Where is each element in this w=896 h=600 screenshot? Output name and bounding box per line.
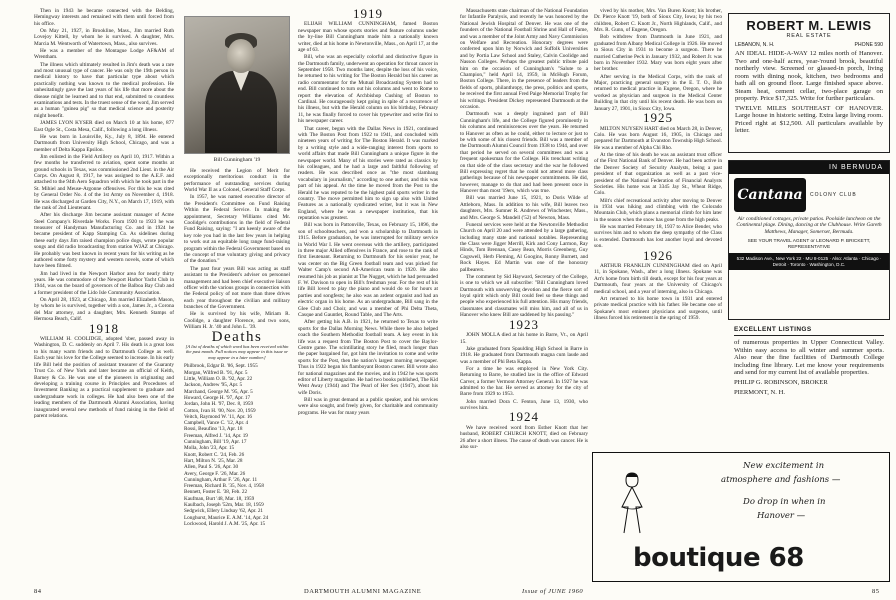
death-entry: Little, William O. B. '92, Apr. 22 [184,376,253,383]
ad-lewis-contact [735,42,883,48]
paragraph: John married Dora C. Fenton, June 13, 1930, who survives him. [460,398,588,411]
ad-excellent-text: of numerous properties in Upper Connecticut Valley. Within easy access to all winter and summer sports. Also near the fine facilities of Dartmouth College including fine library. Let me know your requirements and send for my current list of available properties. [734,339,884,377]
paragraph: After serving in the Medical Corps, with the rank of Major, practicing general surgery in the E. T. O., Bob returned to medical practice in Eugene, Oregon, where he worked as physician and surgeon in the Medical Center Building in that city until his recent death. He was born on January 27, 1901, in Sioux City, Iowa. [594,73,722,112]
paragraph: Bill, who was an especially colorful and distinctive figure in the Dartmouth family, underwent an operation for throat cancer in September 1958. Two months later, despite the loss of his voice, he returned to his writing for The Boston Herald but his career as radio commentator for the Mutual Broadcasting System had to end. Bill continued to turn out his columns and went to Rome to report the elevation of Archbishop Cushing of Boston to Cardinal. He courageously kept going in spite of a recurrence of his illness, but with the Herald column on his birthday, February 11, he was finally forced to cover his typewriter and write fini to his newspaper career. [298,54,438,125]
death-entry: Lockwood, Harold J. A.M. '25, Apr. 15 [184,520,266,527]
death-entry: Jordan, John H. '97, Dec. 8, 1959 [184,401,254,408]
paragraph: vived by his mother, Mrs. Van Buren Knott; his brother, Dr. Pierce Knott '19, both of Sioux City, Iowa; by his two children, Robert C. Knott Jr., North Highlands, Calif., and Mrs. R. Gunn, of Eugene, Oregon. [594,8,722,34]
paragraph: Jim enlisted in the Field Artillery on April 10, 1917. Within a few months he transferred to aviation, spent some months at ground schools in Texas, was commissioned 2nd Lieut. in the Air Corps. On August 8, 1917, he was assigned to the A.E.F. and attached to the 94th Aero Squadron with which he took part in the St. Mihiel and Meuse-Argonne offensives. For this he was cited by General Order No. 4 of the 1st Army on November 4, 1918. He was discharged at Garden City, N.Y., on March 17, 1919, with the rank of 2nd Lieutenant. [34,153,174,211]
portrait-photo [184,16,290,154]
column-1 [34,8,174,586]
ad-boutique-line-2: atmosphere and fashions — [721,475,841,485]
paragraph: He received the Legion of Merit for exceptionally meritorious conduct in the performance of outstanding services during World War II as a Colonel, General Staff Corps. [184,168,290,194]
ad-bermuda-agent: SEE YOUR TRAVEL AGENT or LEONARD P. BRICKETT, REPRESENTATIVE [747,238,871,250]
paragraph: ELIJAH WILLIAM CUNNINGHAM, famed Boston newspaper man whose sports stories and feature columns under the by-line Bill Cunningham made him a nationally known writer, died at his home in Newtonville, Mass., on April 17, at the age of 63. [298,21,438,54]
column-4 [460,8,588,586]
paragraph: Bill was born in Pattonville, Texas, on February 15, 1896, the son of schoolteachers, and won a scholarship to Dartmouth in 1915. Before graduation, he was interrupted for military service in World War I. He went overseas with the artillery, participated in three major Allied offensives in France, and rose to the rank of first lieutenant. Returning to Dartmouth for his senior year, he was center on the Big Green football team and was picked for Walter Camp's second All-American team in 1920. He also resumed his job as pianist at The Nugget, which he had persuaded F. W. Davison to open in Bill's freshman year. For the rest of his life Bill loved to play the piano and would do so for hours at parties and songfests; he also was an ardent organist and had an electric organ in his home. As an undergraduate, Bill sang in the Glee Club and Choir, and was a member of Phi Delta Theta, Casque and Gauntlet, Round Table, and The Arts. [298,222,438,319]
death-entry: Veitch, Raymond W. '11, Apr. 16 [184,413,253,420]
paragraph: Jim had lived in the Newport Harbor area for nearly thirty years. He was commodore of the Newport Harbor Yacht Club in 1944, was on the board of governors of the Balboa Bay Club and a former president of the Lido Isle Community Association. [34,270,174,296]
ad-bermuda [728,160,890,320]
ad-bermuda-logo-area [729,174,889,212]
death-entry: Cunningham, Arthur F. '26, Apr. 11 [184,476,258,483]
death-entry: Kaulbach, Joseph '52m, Mar. 18, 1959 [184,501,264,508]
paragraph: That career, begun with the Dallas News in 1921, continued with The Boston Post from 1922 to 1941, and concluded with nineteen years of writing for The Boston Herald. It was marked by a writing style and a wide-ranging interest from sports to world affairs that made Bill Cunningham a unique figure in the newspaper world. Many of his stories were rated as classics by his colleagues, and he had a large and faithful following of readers. He was described once as "the most slambang vocabulary in journalism," according to one author, and this was part of his appeal. At the time he moved from the Post to the Herald he was reputed to be the highest paid sports writer in the country. The move permitted him to sign up also with United Features as a nationally syndicated writer, but it was in New England, where he was a newspaper institution, that his reputation was greatest. [298,125,438,222]
deaths-list [184,363,290,527]
column-3 [298,8,438,586]
death-entry: Allen, Paul S. '26, Apr. 30 [184,464,239,471]
class-year-heading: 1919 [353,8,383,21]
ad-bermuda-copy: Air conditioned cottages, private patios. Poolside luncheon on the Continental plage. Dining, dancing at the Clubhouse. Write Gareth Matthews, Manager, Somerset, Bermuda. [736,216,882,235]
paragraph: Funeral services were held at the Newtonville Methodist Church on April 20 and were attended by a large gathering, including many state and national notables. Representing the Class were Jigger Merrill, Kirk and Cony Larmon, Ray Hinds, Tom Brennan, Casey Bean, Morris Greenberg, Guy Cogswell, Herb Fleming, Al Googins, Ronny Burnett, and Rock Hayes. Ed Martin was one of the honorary pallbearers. [460,221,588,273]
ad-lewis-copy [735,50,883,135]
death-entry: Molla, John '23, Apr. 15 [184,445,235,452]
paragraph: Bill was in great demand as a public speaker, and his services were also sought, and freely given, for charitable and community programs. He was for many years [298,396,438,416]
paragraph: Art returned to his home town in 1931 and entered private medical practice with his father. He became one of Spokane's most eminent physicians and surgeons, until illness forced his retirement in the spring of 1959. [594,295,722,322]
deaths-heading: Deaths [211,328,263,345]
death-entry: Howard, George H. '97, Apr. 17 [184,394,251,401]
ad-bermuda-logo: Cantana [734,178,806,212]
class-year-heading: 1918 [89,320,119,336]
ad-lewis-location: LEBANON, N. H. [735,42,775,48]
paragraph: MILTON NUYSEN HART died on March 28, in Denver, Colo. He was born August 16, 1905, in Chicago and prepared for Dartmouth at Evanston Township High School. He was a member of Alpha Chi Rho. [594,125,722,151]
ad-lewis-listing-1: AN IDEAL HIDE-A-WAY 12 miles north of Hanover. Two and one-half acres, year-'round brook, beautiful northerly view. Screened or glassed-in porch, living room with dining nook, kitchen, two bedrooms and bath all on ground floor. Large finished space above. Steam heat, cement cellar, two-place garage on property. Price $17,325. Write for further particulars. [735,50,883,102]
class-year-heading: 1923 [509,316,539,332]
death-entry: Rossi, Beaufino '13, Apr. 18 [184,426,243,433]
ad-boutique-line-1: New excitement in [743,461,825,471]
paragraph: He is survived by his wife, Miriam R. Coolidge, a daughter Florence, and two sons, William H. Jr. '40 and John L. '39. [184,311,290,331]
paragraph: The illness which ultimately resulted in Jim's death was a rare and most unusual type of cancer. He was only the 19th person in medical history to have that particular type about which practically nothing was known to the medical profession. He unhesitatingly gave the last years of his life that more about the disease might be learned and to that end, submitted to countless examinations and tests. In the truest sense of the word, Jim served as a human "guinea pig" so that medical science and posterity might benefit. [34,61,174,119]
death-entry: Freeman, Richard B. '35, Nov. 4, 1958 [184,483,264,490]
paragraph: Dartmouth was a deeply ingrained part of Bill Cunningham's life, and the College figured prominently in his columns and reminiscences over the years. He returned to Hanover as often as he could, either to lecture or just to be with some of his closest friends. Bill was a member of the Dartmouth Alumni Council from 1938 to 1944, and over that period he served on several committees and was a frequent spokesman for the College. His trenchant writing on that side of the class secretary and the war he followed Bill expressing regret that he could not attend more class gatherings because of his newspaper commitments. He did, however, manage to do that and had been present once in Hanover than most '19ers, which was true. [460,111,588,195]
death-entry: Philbrook, Edgar B. '86, Sept. 1955 [184,363,258,370]
paragraph: In 1957, he was named executive director of the President's Committee on Fund Raising Within the Federal Service. In making the appointment, Secretary Williams cited Mr. Coolidge's contributions in the field of Federal Fund Raising, saying: "I am keenly aware of the key role you had in the last few years in helping to work out an equitable long range fund-raising program within the Federal Government based on the concept of true voluntary giving and privacy of the donation." [184,194,290,265]
paragraph: Jake graduated from Spaulding High School in Barre in 1918. He graduated from Dartmouth magna cum laude and was a member of Phi Beta Kappa. [460,345,588,365]
paragraph: The comment by Sid Hayward, Secretary of the College, is one to which we all subscribe: "Bill Cunningham loved Dartmouth with unswerving devotion and the fierce sort of loyal spirit which only Bill could feel so these things and people who experienced his full attention. His many friends, classmates and classmates will miss him, and all of us in Hanover who knew Bill are saddened by his passing." [460,273,588,319]
paragraph: He was a member of the Montague Lodge AF&AM of Wrentham. [34,48,174,61]
ad-excellent-listings [728,324,890,446]
death-entry: Campbell, Vance C. '12, Apr. 4 [184,420,249,427]
paragraph: On April 28, 1923, at Chicago, Jim married Elizabeth Mason, by whom he is survived, together with a son, James Jr., a Corona del Mar attorney, and a daughter, Mrs. Kenneth Stamps of Hermosa Beach, Calif. [34,297,174,323]
paragraph: For a time he was employed in New York City. Returning to Barre, he studied law in the office of Edward Carver, a former Vermont Attorney General. In 1927 he was admitted to the bar. He served as attorney for the city of Barre from 1929 to 1953. [460,365,588,398]
paragraph: At the time of his death he was an assistant trust officer of the First National Bank of Denver. He had been active in the Denver Society of Security Analysts, being a past president of that organization as well as a past vice-president of the National Federation of Financial Analysts Societies. His home was at 3345 Jay St., Wheat Ridge, Colo. [594,151,722,197]
paragraph: Milt's chief recreational activity after moving to Denver in 1934 was hiking and climbing with the Colorado Mountain Club, which plans a memorial climb for him later in the season when the snow has gone from the high peaks. [594,197,722,223]
death-entry: Avery, George F. '26, Mar. 26 [184,470,246,477]
death-entry: Morgan, Wilfred B. '91, Apr. 5 [184,369,248,376]
paragraph: After his discharge Jim became assistant manager of Acme Steel Company's Riverdale Works. From 1920 to 1923 he was treasurer of Handyman Manufacturing Co. and in 1924 he became president of Kapp Stamping Co. As sidelines during these early days Jim raised champion police dogs, wrote popular songs and did radio broadcasting from station WJAZ at Chicago. He probably was best known in recent years for his writing as he authored some forty mystery and western novels, some of which have been filmed. [34,212,174,270]
magazine-title: DARTMOUTH ALUMNI MAGAZINE [304,588,422,595]
death-entry: Freeman, Alfred J. '14, Apr. 19 [184,432,248,439]
ad-excellent-heading: EXCELLENT LISTINGS [734,324,884,336]
page-number: 85 [872,588,880,595]
ad-bermuda-logo-sub: COLONY CLUB [810,192,857,198]
ad-boutique-line-4: Hanover — [757,511,806,521]
paragraph: On May 21, 1927, in Brookline, Mass., Jim married Ruth Lovejoy Kittell, by whom he is survived. A daughter, Mrs. Marcia M. Wentworth of Watertown, Mass., also survives. [34,28,174,47]
class-year-heading: 1926 [643,247,673,263]
ad-excellent-copy [734,339,884,396]
issue-label: Issue of JUNE 1960 [522,588,584,595]
death-entry: Cunningham, Bill '19, Apr. 17 [184,439,247,446]
ad-boutique-brand: boutique 68 [633,543,804,573]
death-entry: Jackson, Andrew '95, Apr. 5 [184,382,243,389]
paragraph: WILLIAM H. COOLIDGE, adopted 'sber, passed away in Washington, D. C. suddenly on April 7. His death is a great loss to his many warm friends and to Dartmouth College as well. Each year his love for the College seemed to increase. In his early life Bill held the position of assistant treasurer of the Guaranty Trust Co. of New York and later became an official of Keith, Barney & Co. He was one of the pioneers in originating and developing a training course in Principles and Procedures of Investment Banking as a practical supplement to graduate and undergraduate work in colleges. He had also been one of the leading members of the Dartmouth Alumni Association, having inaugurated several new methods of fund raising in the field of parent relations. [34,336,174,419]
ad-bermuda-header: IN BERMUDA [729,161,889,174]
photo-caption: Bill Cunningham '19 [213,157,261,163]
death-entry: Knott, Robert C. '24, Feb. 26 [184,451,245,458]
class-year-heading: 1925 [643,110,673,126]
ad-lewis-sub: REAL ESTATE [786,33,832,39]
death-entry: Bennett, Foster E. '38, Feb. 22 [184,489,248,496]
death-entry: Sedgwick, Ellery Lindsay '62, Apr. 21 [184,508,264,515]
ad-excellent-town: PIERMONT, N. H. [734,388,785,396]
paragraph: After getting his A.B. in 1921, he returned to Texas to write sports for the Dallas Morning News. While there he also helped coach the Southern Methodist football team. A key event in his life was a request from The Boston Post to cover the Baylor-Centre game. The scintillating story he filed, much longer than the paper bargained for, got him the invitation to come and write sports for the Post, then the nation's largest morning newspaper. Thus in 1922 began his flamboyant Boston career. Bill wrote also for national magazines and the movies, and in 1942 he was sports editor of Liberty magazine. He had two books published, The Kid Went Away (1944) and The Pearl of Her Sex (1947), about his wife Doris. [298,319,438,396]
paragraph: The past four years Bill was acting as staff assistant to the President's adviser on personnel management and had been chief executive liaison officer with the various groups in connection with the Federal policy of not more than three drives each year throughout the civilian and military branches of the Government. [184,265,290,311]
paragraph: We have received word from Esther Knott that her husband, ROBERT CHURCH KNOTT, died on February 26 after a short illness. The cause of death was cancer. He is also sur- [460,424,588,450]
paragraph: Massachusetts state chairman of the National Foundation for Infantile Paralysis, and recently he was honored by the National Jewish Hospital of Denver. He was one of the founders of the National Football Shrine and Hall of Fame, and was a member of the Joint Army and Navy Commission on Welfare and Recreation. Honorary degrees were conferred upon him by Norwich and Suffolk Universities and by Portia Law School and Staley, Calvin Coolidge and Nasson Colleges. Perhaps the greatest public tribute paid him on the occasion of Cunningham's "Salute to a Champion," held April 14, 1959, in McHugh Forum, Boston College. There, in the presence of leaders from the fields of sports, philanthropy, the press, politics and sports, he received the first annual Fred Paige Memorial Trophy for his writings. President Dickey represented Dartmouth at the occasion. [460,8,588,111]
ad-lewis-name: ROBERT M. LEWIS [746,18,872,33]
ad-robert-lewis [728,13,890,153]
paragraph: JOHN MOLLA died at his home in Barre, Vt., on April 15. [460,332,588,345]
class-year-heading: 1924 [509,409,539,425]
paragraph: Bob withdrew from Dartmouth in June 1921, and graduated from Albany Medical College in 1926. He moved to Sioux City in 1931 to become a surgeon. There he married Catherine Peck in January 1932, and Robert Jr. was born in November 1932. Mary was born eight years after her brother. [594,34,722,73]
death-entry: Longhurst, Maurice E. A.M. '14, Apr. 24 [184,514,269,521]
ad-lewis-listing-2: TWELVE MILES SOUTHEAST OF HANOVER. Large house in historic setting. Extra large living room. Priced right at $12,500. All particulars available by letter. [735,104,883,134]
page-number: 84 [34,588,42,595]
ad-boutique-68 [592,452,890,582]
paragraph: Then in 1943 he became connected with the Belding, Hemingway interests and remained with them until forced from his office. [34,8,174,27]
paragraph: ARTHUR FRANKLIN CUNNINGHAM died on April 11, in Spokane, Wash., after a long illness. Spokane was Art's home from birth till death, except for his four years at Dartmouth, four years at the University of Chicago's medical school, and a year of interning, also in Chicago. [594,263,722,295]
paragraph: He was married February 18, 1937 to Alice Bender, who survives him and to whom the deep sympathy of the Class is extended. Dartmouth has lost another loyal and devoted son. [594,223,722,250]
death-entry: Hart, Milton N. '25, Mar. 28 [184,457,243,464]
death-entry: Cotton, Ivan H. '00, Nov. 20, 1959 [184,407,256,414]
death-entry: Marchand, George M. '95, Apr. 5 [184,388,253,395]
paragraph: JAMES LYON KYSER died on March 10 at his home, 877 East Ogle St., Costa Mesa, Calif., following a long illness. [34,120,174,133]
paragraph: He was born in Louisville, Ky., July 8, 1894. He entered Dartmouth from University High School, Chicago, and was a member of Delta Kappa Epsilon. [34,133,174,153]
column-2 [184,168,290,586]
ad-bermuda-address: 532 Madison Ave., New York 22 · MU 8-0125 · Also: Atlanta · Chicago · Detroit · Toronto · Washington, D.C. [729,253,889,270]
ad-boutique-line-3: Do drop in when in [743,497,826,507]
death-entry: Kaufman, Burt '48, Mar. 18, 1959 [184,495,255,502]
paragraph: Bill was married June 15, 1921, to Doris Wilde of Attleboro, Mass. In addition to his wife, Bill leaves two daughters, Mrs. Sumner R. Andrews of Winchester, Mass., and Mrs. George S. Mandell ('52) of Newton, Mass. [460,195,588,221]
fashion-sketch-icon [607,467,657,537]
ad-lewis-phone: PHONE 590 [854,42,883,48]
deaths-note: [A list of deaths of which word has been received within the past month. Full notices may appear in this issue or may appear in a later number.] [185,343,289,360]
ad-excellent-broker: PHILIP G. ROBINSON, BROKER [734,378,828,386]
column-5 [594,8,722,448]
